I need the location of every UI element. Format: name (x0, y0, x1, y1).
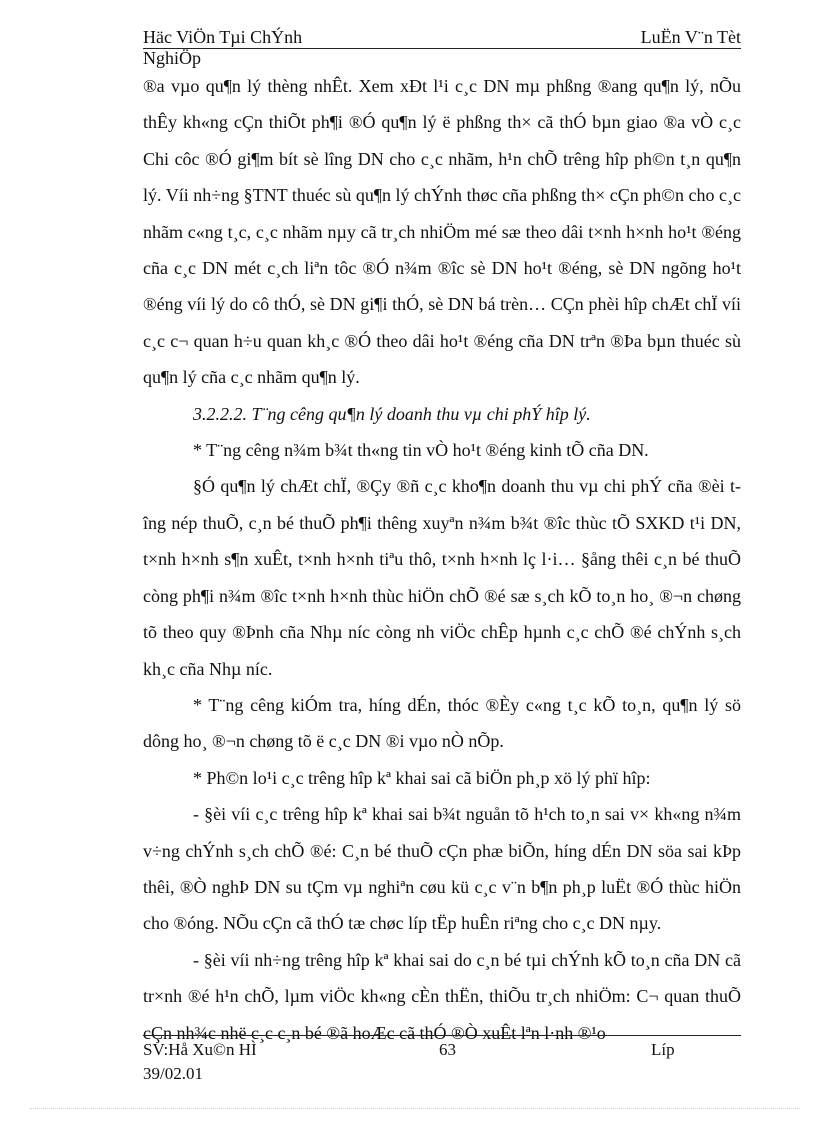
header-thesis-title-continued: NghiÖp (143, 48, 201, 68)
paragraph-4: * T¨ng cêng kiÓm tra, híng dÉn, thóc ®Èy c«ng t¸c kÕ to¸n, qu¶n lý sö dông ho¸ ®¬n chøng tõ ë c¸c DN ®i vµo nÒ nÕp. (143, 694, 741, 752)
page-number: 63 (439, 1040, 456, 1059)
footer-student: SV:Hå Xu©n HÌ (143, 1040, 257, 1059)
page-header (143, 26, 741, 50)
footer-class-label: Líp (651, 1040, 675, 1059)
header-institution: Häc ViÖn Tµi ChÝnh (143, 27, 303, 47)
page-body (143, 48, 741, 1051)
paragraph-3: §Ó qu¶n lý chÆt chÏ, ®Çy ®ñ c¸c kho¶n doanh thu vµ chi phÝ cña ®èi tîng nép thuÕ, c¸n bé thuÕ ph¶i thêng xuyªn n¾m b¾t ®îc thùc tÕ SXKD t¹i DN, t×nh h×nh s¶n xuÊt, t×nh h×nh tiªu thô, t×nh h×nh lç l·i… §ång thêi c¸n bé thuÕ còng ph¶i n¾m ®îc t×nh h×nh thùc hiÖn chÕ ®é sæ s¸ch kÕ to¸n ho¸ ®¬n chøng tõ theo quy ®Þnh cña Nhµ níc còng nh viÖc chÊp hµnh c¸c chÕ ®é chÝnh s¸ch kh¸c cña Nhµ níc. (143, 476, 741, 679)
paragraph-7: - §èi víi nh÷ng trêng hîp kª khai sai do c¸n bé tµi chÝnh kÕ to¸n cña DN cã tr×nh ®é h¹n chÕ, lµm viÖc kh«ng cÈn thËn, thiÕu tr¸ch nhiÖm: C¬ quan thuÕ cÇn nh¾c nhë c¸c c¸n bé ®ã hoÆc cã thÓ ®Ò xuÊt lªn l·nh ®¹o (143, 949, 741, 1043)
paragraph-2: * T¨ng cêng n¾m b¾t th«ng tin vÒ ho¹t ®éng kinh tÕ cña DN. (193, 440, 649, 461)
header-thesis-title: LuËn V¨n Tèt (640, 27, 741, 47)
paragraph-5: * Ph©n lo¹i c¸c trêng hîp kª khai sai cã biÖn ph¸p xö lý phï hîp: (193, 767, 651, 788)
footer-class-code: 39/02.01 (143, 1064, 203, 1083)
footer-rule (143, 1035, 741, 1036)
paragraph-6: - §èi víi c¸c trêng hîp kª khai sai b¾t nguån tõ h¹ch to¸n sai v× kh«ng n¾m v÷ng chÝnh s¸ch chÕ ®é: C¸n bé thuÕ cÇn phæ biÕn, híng dÉn DN söa sai kÞp thêi, ®Ò nghÞ DN su tÇm vµ nghiªn cøu kü c¸c v¨n b¶n ph¸p luËt ®Ó thùc hiÖn cho ®óng. NÕu cÇn cã thÓ tæ chøc líp tËp huÊn riªng cho c¸c DN nµy. (143, 804, 741, 934)
page-edge-dotted-line (30, 1108, 800, 1109)
section-heading: 3.2.2.2. T¨ng cêng qu¶n lý doanh thu vµ chi phÝ hîp lý. (193, 403, 591, 424)
page-footer (143, 1038, 741, 1088)
paragraph-1: ®a vµo qu¶n lý thèng nhÊt. Xem xÐt l¹i c¸c DN mµ phßng ®ang qu¶n lý, nÕu thÊy kh«ng cÇn thiÕt ph¶i ®Ó qu¶n lý ë phßng th× cã thÓ bµn giao ®a vÒ c¸c Chi côc ®Ó gi¶m bít sè lîng DN cho c¸c nhãm, h¹n chÕ trêng hîp ph©n t¸n qu¶n lý. Víi nh÷ng §TNT thuéc sù qu¶n lý chÝnh thøc cña phßng th× cÇn ph©n cho c¸c nhãm c«ng t¸c, c¸c nhãm nµy cã tr¸ch nhiÖm mé sæ theo dâi t×nh h×nh ho¹t ®éng cña c¸c DN mét c¸ch liªn tôc ®Ó n¾m ®îc sè DN ho¹t ®éng, sè DN ngõng ho¹t ®éng víi lý do cô thÓ, sè DN gi¶i thÓ, sè DN bá trèn… CÇn phèi hîp chÆt chÏ víi c¸c c¬ quan h÷u quan kh¸c ®Ó theo dâi ho¹t ®éng cña DN trªn ®Þa bµn thuéc sù qu¶n lý cña c¸c nhãm qu¶n lý. (143, 76, 741, 388)
